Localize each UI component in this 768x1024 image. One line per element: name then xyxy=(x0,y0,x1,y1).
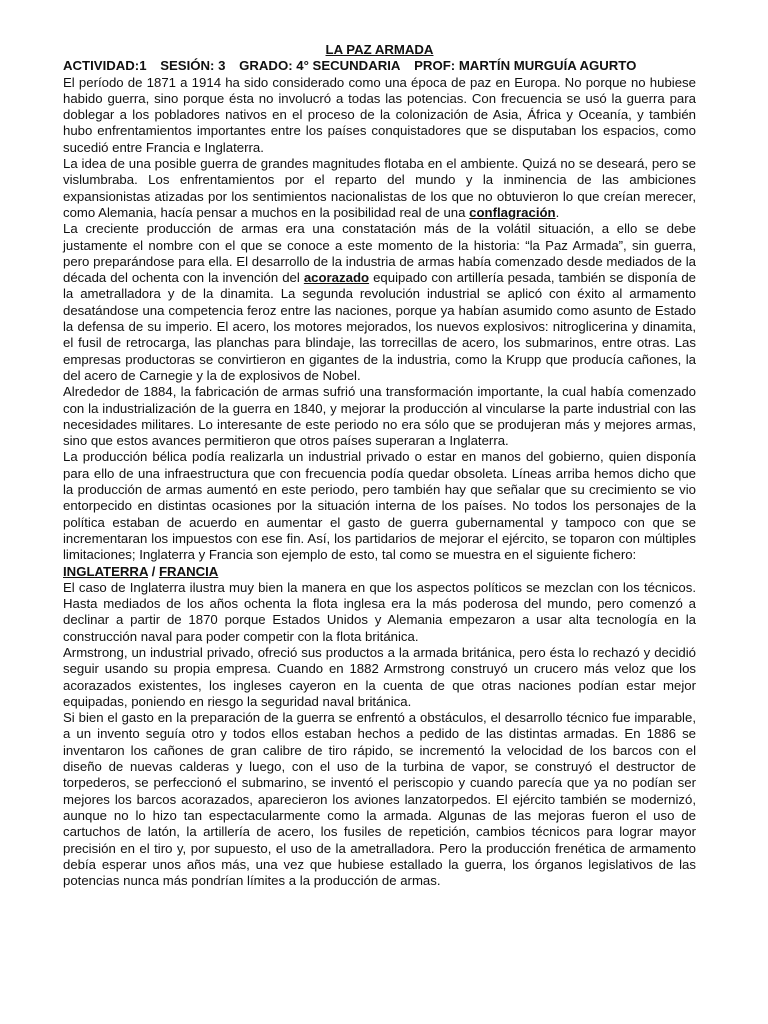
teacher-label: PROF: MARTÍN MURGUÍA AGURTO xyxy=(414,58,637,74)
heading-inglaterra: INGLATERRA xyxy=(63,563,148,579)
paragraph-3 xyxy=(63,221,696,384)
paragraph-2 xyxy=(63,156,696,221)
session-number: SESIÓN: 3 xyxy=(160,58,226,74)
section-heading xyxy=(63,564,696,580)
activity-header xyxy=(63,58,696,74)
heading-separator: / xyxy=(147,563,159,579)
paragraph-5: La producción bélica podía realizarla un industrial privado o estar en manos del gobierno, quien disponía para ello de una infraestructura que con frecuencia podía quedar obsoleta. Líneas arriba hemos dicho que la producción de armas aumentó en este periodo, pero también hay que señalar que su crecimiento se vio entorpecido en distintas ocasiones por la situación interna de los países. No todos los personajes de la política estaban de acuerdo en aumentar el gasto de guerra gubernamental y tampoco con que se incrementaran los impuestos con ese fin. Así, los partidarios de mejorar el ejército, se toparon con múltiples limitaciones; Inglaterra y Francia son ejemplo de esto, tal como se muestra en el siguiente fichero: xyxy=(63,449,696,563)
paragraph-1: El período de 1871 a 1914 ha sido considerado como una época de paz en Europa. No porque no hubiese habido guerra, sino porque ésta no involucró a todas las potencias. Con frecuencia se usó la guerra para doblegar a los pobladores nativos en el proceso de la colonización de Asia, África y Oceanía, y también hubo enfrentamientos importantes entre los países conquistadores que se disputaban los espacios, como sucedió entre Francia e Inglaterra. xyxy=(63,74,696,155)
paragraph-2-text: La idea de una posible guerra de grandes magnitudes flotaba en el ambiente. Quizá no se deseará, pero se vislumbraba. Los enfrentamientos por el reparto del mundo y la inminencia de las ambiciones expansionistas atizadas por los sentimientos nacionalistas de los que no obtuvieron lo que creían merecer, como Alemania, hacía pensar a muchos en la posibilidad real de una xyxy=(63,156,696,220)
term-acorazado: acorazado xyxy=(303,270,370,286)
paragraph-8: Si bien el gasto en la preparación de la guerra se enfrentó a obstáculos, el desarrollo técnico fue imparable, a un invento seguía otro y todos ellos estaban hechos a pedido de las distintas armadas. En 1886 se inventaron los cañones de gran calibre de tiro rápido, se incrementó la velocidad de los barcos con el diseño de nuevas calderas y luego, con el uso de la turbina de vapor, se construyó el destructor de torpederos, se perfeccionó el submarino, se inventó el periscopio y cuando parecía que ya no podían ser mejores los barcos acorazados, aparecieron los aviones lanzatorpedos. El ejército también se modernizó, aunque no lo hizo tan espectacularmente como la armada. Algunas de las mejoras fueron el uso de cartuchos de latón, la artillería de acero, los fusiles de repetición, cambios técnicos para lograr mayor precisión en el tiro y, por supuesto, el uso de la ametralladora. Pero la producción frenética de armamento debía esperar unos años más, una vez que hubiese estallado la guerra, los órganos legislativos de las potencias nunca más pondrían límites a la producción de armas. xyxy=(63,710,696,889)
paragraph-3-text-start: La creciente producción de armas era una constatación más de la volátil situación, a ello se debe justamente el nombre con el que se conoce a este momento de la historia: “la Paz Armada”, sin guerra, pero preparándose para ella. El desarrollo de la industria de armas había comenzado desde mediados de la década del ochenta con la invención del xyxy=(63,221,696,286)
term-conflagracion: conflagración xyxy=(469,204,556,220)
paragraph-6: El caso de Inglaterra ilustra muy bien la manera en que los aspectos políticos se mezclan con los técnicos. Hasta mediados de los años ochenta la flota inglesa era la más poderosa del mundo, pero comenzó a declinar a partir de 1870 porque Estados Unidos y Alemania empezaron a usar alta tecnología en la construcción naval para poder competir con la flota británica. xyxy=(63,579,696,644)
heading-francia: FRANCIA xyxy=(158,563,219,579)
paragraph-3-text-end: equipado con artillería pesada, también se disponía de la ametralladora y de la dinamita. La segunda revolución industrial se aplicó con éxito al armamento desatándose una competencia feroz entre las naciones, porque ya habían asumido como asunto de Estado la defensa de su imperio. El acero, los motores mejorados, los nuevos explosivos: nitroglicerina y dinamita, el fusil de retrocarga, las planchas para blindaje, las torrecillas de acero, los submarinos, entre otras. Las empresas productoras se convirtieron en gigantes de la industria, como la Krupp que producía cañones, la del acero de Carnegie y la de explosivos de Nobel. xyxy=(63,270,697,383)
activity-number: ACTIVIDAD:1 xyxy=(63,58,147,74)
paragraph-4: Alrededor de 1884, la fabricación de armas sufrió una transformación importante, la cual había comenzado con la industrialización de la guerra en 1840, y mejorar la producción al vincularse la parte industrial con las necesidades militares. Lo interesante de este periodo no era sólo que se produjeran más y mejores armas, sino que estos avances permitieron que otros países superaran a Inglaterra. xyxy=(63,384,696,449)
paragraph-7: Armstrong, un industrial privado, ofreció sus productos a la armada británica, pero ésta lo rechazó y decidió seguir usando su propia empresa. Cuando en 1882 Armstrong construyó un crucero más veloz que los acorazados existentes, los ingleses cayeron en la cuenta de que otras naciones podían estar mejor equipadas, poniendo en riesgo la seguridad naval británica. xyxy=(63,644,696,709)
paragraph-2-end: . xyxy=(555,204,560,220)
document-title: LA PAZ ARMADA xyxy=(325,42,434,57)
grade-label: GRADO: 4° SECUNDARIA xyxy=(239,58,401,74)
